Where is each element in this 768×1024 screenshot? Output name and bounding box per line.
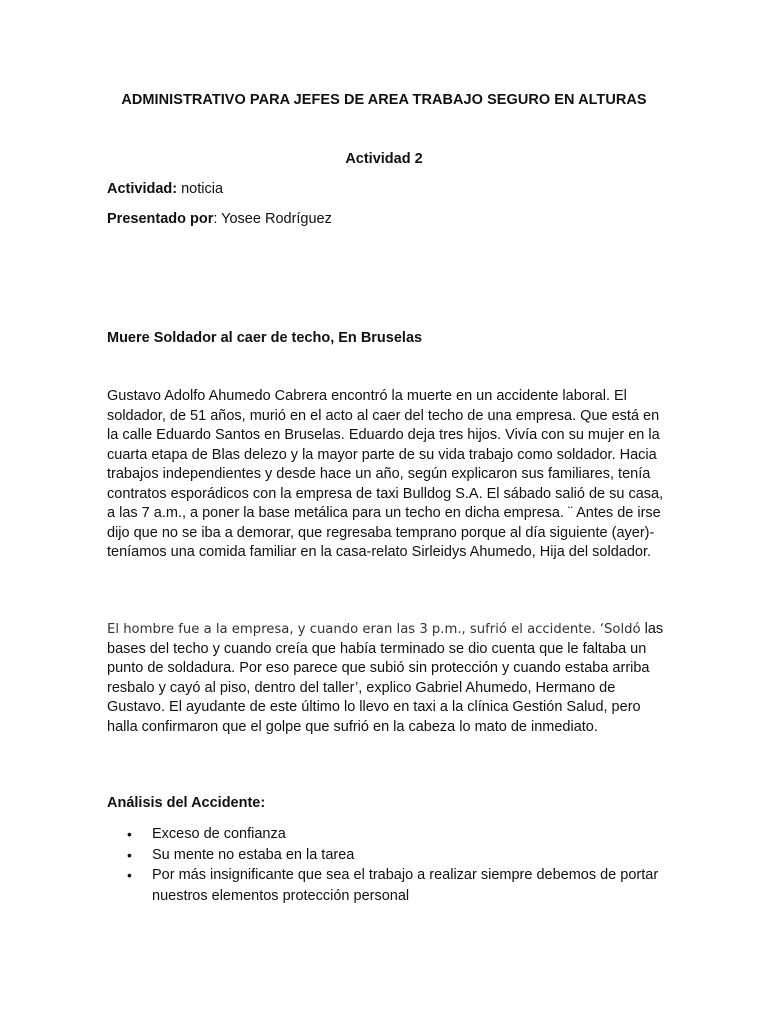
list-item xyxy=(107,845,667,866)
news-paragraph-2-lead: El hombre fue a la empresa, y cuando eran las 3 p.m., sufrió el accidente. ‘Soldó xyxy=(107,622,641,637)
news-paragraph-2 xyxy=(107,620,667,737)
bullet-icon: • xyxy=(127,826,132,842)
bullet-icon: • xyxy=(127,867,132,883)
bullet-icon: • xyxy=(127,846,132,863)
analysis-heading: Análisis del Accidente: xyxy=(107,795,266,811)
list-item xyxy=(107,865,667,906)
list-item-text: Su mente no estaba en la tarea xyxy=(152,846,355,863)
presented-by-line xyxy=(107,211,332,227)
activity-number-heading: Actividad 2 xyxy=(345,151,423,167)
document-title: ADMINISTRATIVO PARA JEFES DE AREA TRABAJO SEGURO EN ALTURAS xyxy=(121,92,647,108)
activity-line xyxy=(107,181,223,197)
news-headline: Muere Soldador al caer de techo, En Bruselas xyxy=(107,330,423,346)
analysis-list xyxy=(107,824,667,906)
presented-by-label: Presentado por xyxy=(107,211,214,227)
list-item xyxy=(107,824,667,845)
news-paragraph-2-body: las bases del techo y cuando creía que había terminado se dio cuenta que le faltaba un punto de soldadura. Por eso parece que subió sin protección y cuando estaba arriba resbalo y cayó al piso, dentro del taller’, explico Gabriel Ahumedo, Hermano de Gustavo. El ayudante de este último lo llevo en taxi a la clínica Gestión Salud, pero halla confirmaron que el golpe que sufrió en la cabeza lo mato de inmediato. xyxy=(107,621,664,735)
news-paragraph-1: Gustavo Adolfo Ahumedo Cabrera encontró la muerte en un accidente laboral. El soldador, de 51 años, murió en el acto al caer del techo de una empresa. Que está en la calle Eduardo Santos en Bruselas. Eduardo deja tres hijos. Vivía con su mujer en la cuarta etapa de Blas delezo y la mayor parte de su vida trabajo como soldador. Hacia trabajos independientes y desde hace un año, según explicaron sus familiares, tenía contratos esporádicos con la empresa de taxi Bulldog S.A. El sábado salió de su casa, a las 7 a.m., a poner la base metálica para un techo en dicha empresa. ¨ Antes de irse dijo que no se iba a demorar, que regresaba temprano porque al día siguiente (ayer)- teníamos una comida familiar en la casa-relato Sirleidys Ahumedo, Hija del soldador. xyxy=(107,388,664,560)
activity-value: noticia xyxy=(177,181,224,197)
list-item-text: Por más insignificante que sea el trabajo a realizar siempre debemos de portar nuestros elementos protección personal xyxy=(152,867,659,904)
list-item-text: Exceso de confianza xyxy=(152,826,286,842)
presented-by-value: : Yosee Rodríguez xyxy=(213,211,332,227)
activity-label: Actividad: xyxy=(107,181,178,197)
